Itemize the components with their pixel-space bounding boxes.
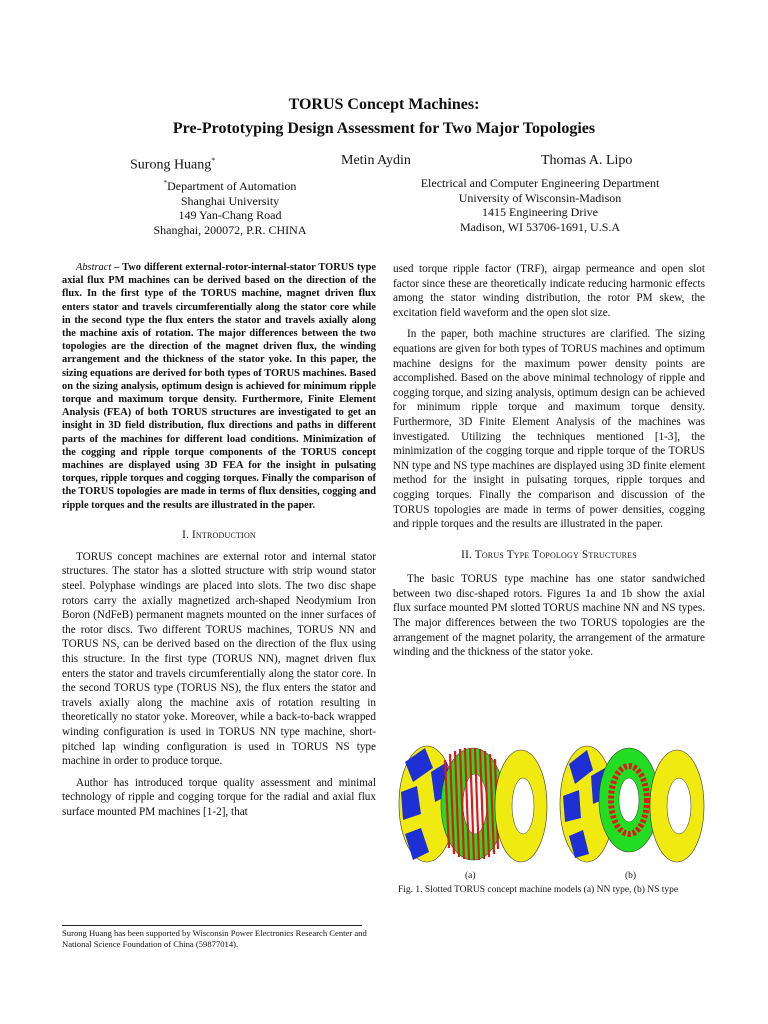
paragraph: In the paper, both machine structures are clarified. The sizing equations are given for both types of TORUS machines and optimum machine designs for the maximum power density points are accomplished. Based on the above minimal technology of ripple and cogging torque, and sizing analysis, optimum design can be achieved for minimum ripple torque and maximum torque density. Furthermore, 3D Finite Element Analysis of the machines was investigated. Utilizing the techniques mentioned [1-3], the minimization of the cogging torque and ripple torque of the TORUS NN type and NS type machines are displayed using 3D finite element method for the insight in pulsating torques, ripple torques and cogging torques. Finally the comparison and discussion of the TORUS topologies are made in terms of power densities, cogging and ripple torques and the results are illustrated in the paper. xyxy=(393,328,705,531)
section1-body xyxy=(62,550,376,820)
paper-title-line1: TORUS Concept Machines: xyxy=(288,96,480,113)
section1-heading: I. Introduction xyxy=(182,528,256,541)
author-name: Metin Aydin xyxy=(341,153,411,168)
left-column xyxy=(62,261,376,820)
affil-line: Madison, WI 53706-1691, U.S.A xyxy=(459,219,621,234)
affil-line: Shanghai, 200072, P.R. CHINA xyxy=(153,222,307,237)
section2-heading: II. Torus Type Topology Structures xyxy=(461,548,637,561)
figure-caption: Fig. 1. Slotted TORUS concept machine models (a) NN type, (b) NS type xyxy=(398,885,679,895)
author-name: Surong Huang xyxy=(130,157,212,173)
affiliation-left xyxy=(125,176,335,237)
affil-line: Department of Automation xyxy=(167,179,297,193)
author-lipo xyxy=(541,152,632,170)
affil-mark: * xyxy=(163,179,168,187)
author-name: Thomas A. Lipo xyxy=(541,153,633,168)
abstract xyxy=(62,261,376,512)
paragraph: Author has introduced torque quality assessment and minimal technology of ripple and cogging torque for the radial and axial flux surface mounted PM machines [1-2], that xyxy=(62,776,376,818)
figure-label-b: (b) xyxy=(625,871,637,881)
figure-1 xyxy=(395,742,713,892)
figure-label-a: (a) xyxy=(465,871,476,881)
affil-line: Electrical and Computer Engineering Department xyxy=(420,176,660,190)
affil-line: 149 Yan-Chang Road xyxy=(178,208,282,222)
author-mark: * xyxy=(211,156,216,165)
affil-line: Shanghai University xyxy=(180,193,280,208)
author-huang xyxy=(130,152,215,175)
abstract-label: Abstract xyxy=(76,262,112,273)
right-column xyxy=(393,262,705,660)
affiliation-right xyxy=(395,176,685,234)
figure-1-graphic xyxy=(395,742,713,892)
paragraph: The basic TORUS type machine has one stator sandwiched between two disc-shaped rotors. Figures 1a and 1b show the axial flux surface mounted PM slotted TORUS machine NN and NS types. The major differences between the two TORUS topologies are the arrangement of the magnet polarity, the arrangement of the armature winding and the thickness of the stator yoke. xyxy=(393,573,705,659)
ns-type-model xyxy=(560,746,704,862)
paper-title-line2: Pre-Prototyping Design Assessment for Two Major Topologies xyxy=(172,120,596,137)
footnote: Surong Huang has been supported by Wisconsin Power Electronics Research Center and National Science Foundation of China (59877014). xyxy=(62,928,367,949)
paragraph: used torque ripple factor (TRF), airgap permeance and open slot factor since these are theoretically indicate reducing harmonic effects among the stator winding distribution, the rotor PM skew, the excitation field waveform and the open slot size. xyxy=(393,263,705,319)
author-aydin xyxy=(341,152,411,170)
footnote-rule xyxy=(62,925,362,926)
abstract-text: – Two different external-rotor-internal-stator TORUS type axial flux PM machines can be derived based on the direction of the flux. In the first type of the TORUS machine, magnet driven flux enters stator and travels circumferentially along the stator core while in the second type the flux enters the stator and travels axially along the machine axis of rotation. The major differences between the two topologies are the direction of the magnet driven flux, the winding arrangement and the thickness of the stator yoke. In this paper, the sizing equations are derived for both types of TORUS machines. Based on the sizing analysis, optimum design is achieved for minimum ripple torque and maximum torque density. Furthermore, Finite Element Analysis (FEA) of both TORUS structures are investigated to get an insight in 3D field distribution, flux directions and paths in different parts of the machines for different load conditions. Minimization of the cogging and ripple torque components of the TORUS concept machines are displayed using 3D FEA for the insight in pulsating torques, ripple torques and cogging torques. Finally the comparison of the TORUS topologies are made in terms of flux densities, cogging and ripple torques and the results are illustrated in the paper. xyxy=(62,262,376,511)
paragraph: TORUS concept machines are external rotor and internal stator structures. The stator has a slotted structure with strip wound stator steel. Polyphase windings are placed into slots. The two disc shape rotors carry the axially magnetized arch-shaped Neodymium Iron Boron (NdFeB) permanent magnets mounted on the inner surfaces of the rotor discs. Two different TORUS machines, TORUS NN and TORUS NS, can be derived based on the direction of the flux using this structure. In the first type (TORUS NN), magnet driven flux enters the stator and travels circumferentially along the stator core. In the second TORUS type (TORUS NS), the flux enters the stator and travels axially along the machine axis of rotation resulting in theoretically no stator yoke. Moreover, while a back-to-back wrapped winding configuration is used in TORUS NN type machine, short-pitched lap winding configuration is used in TORUS NS type machine in order to produce torque. xyxy=(62,550,376,768)
affil-line: University of Wisconsin-Madison xyxy=(458,190,622,205)
nn-type-model xyxy=(399,746,547,862)
affil-line: 1415 Engineering Drive xyxy=(482,205,598,219)
